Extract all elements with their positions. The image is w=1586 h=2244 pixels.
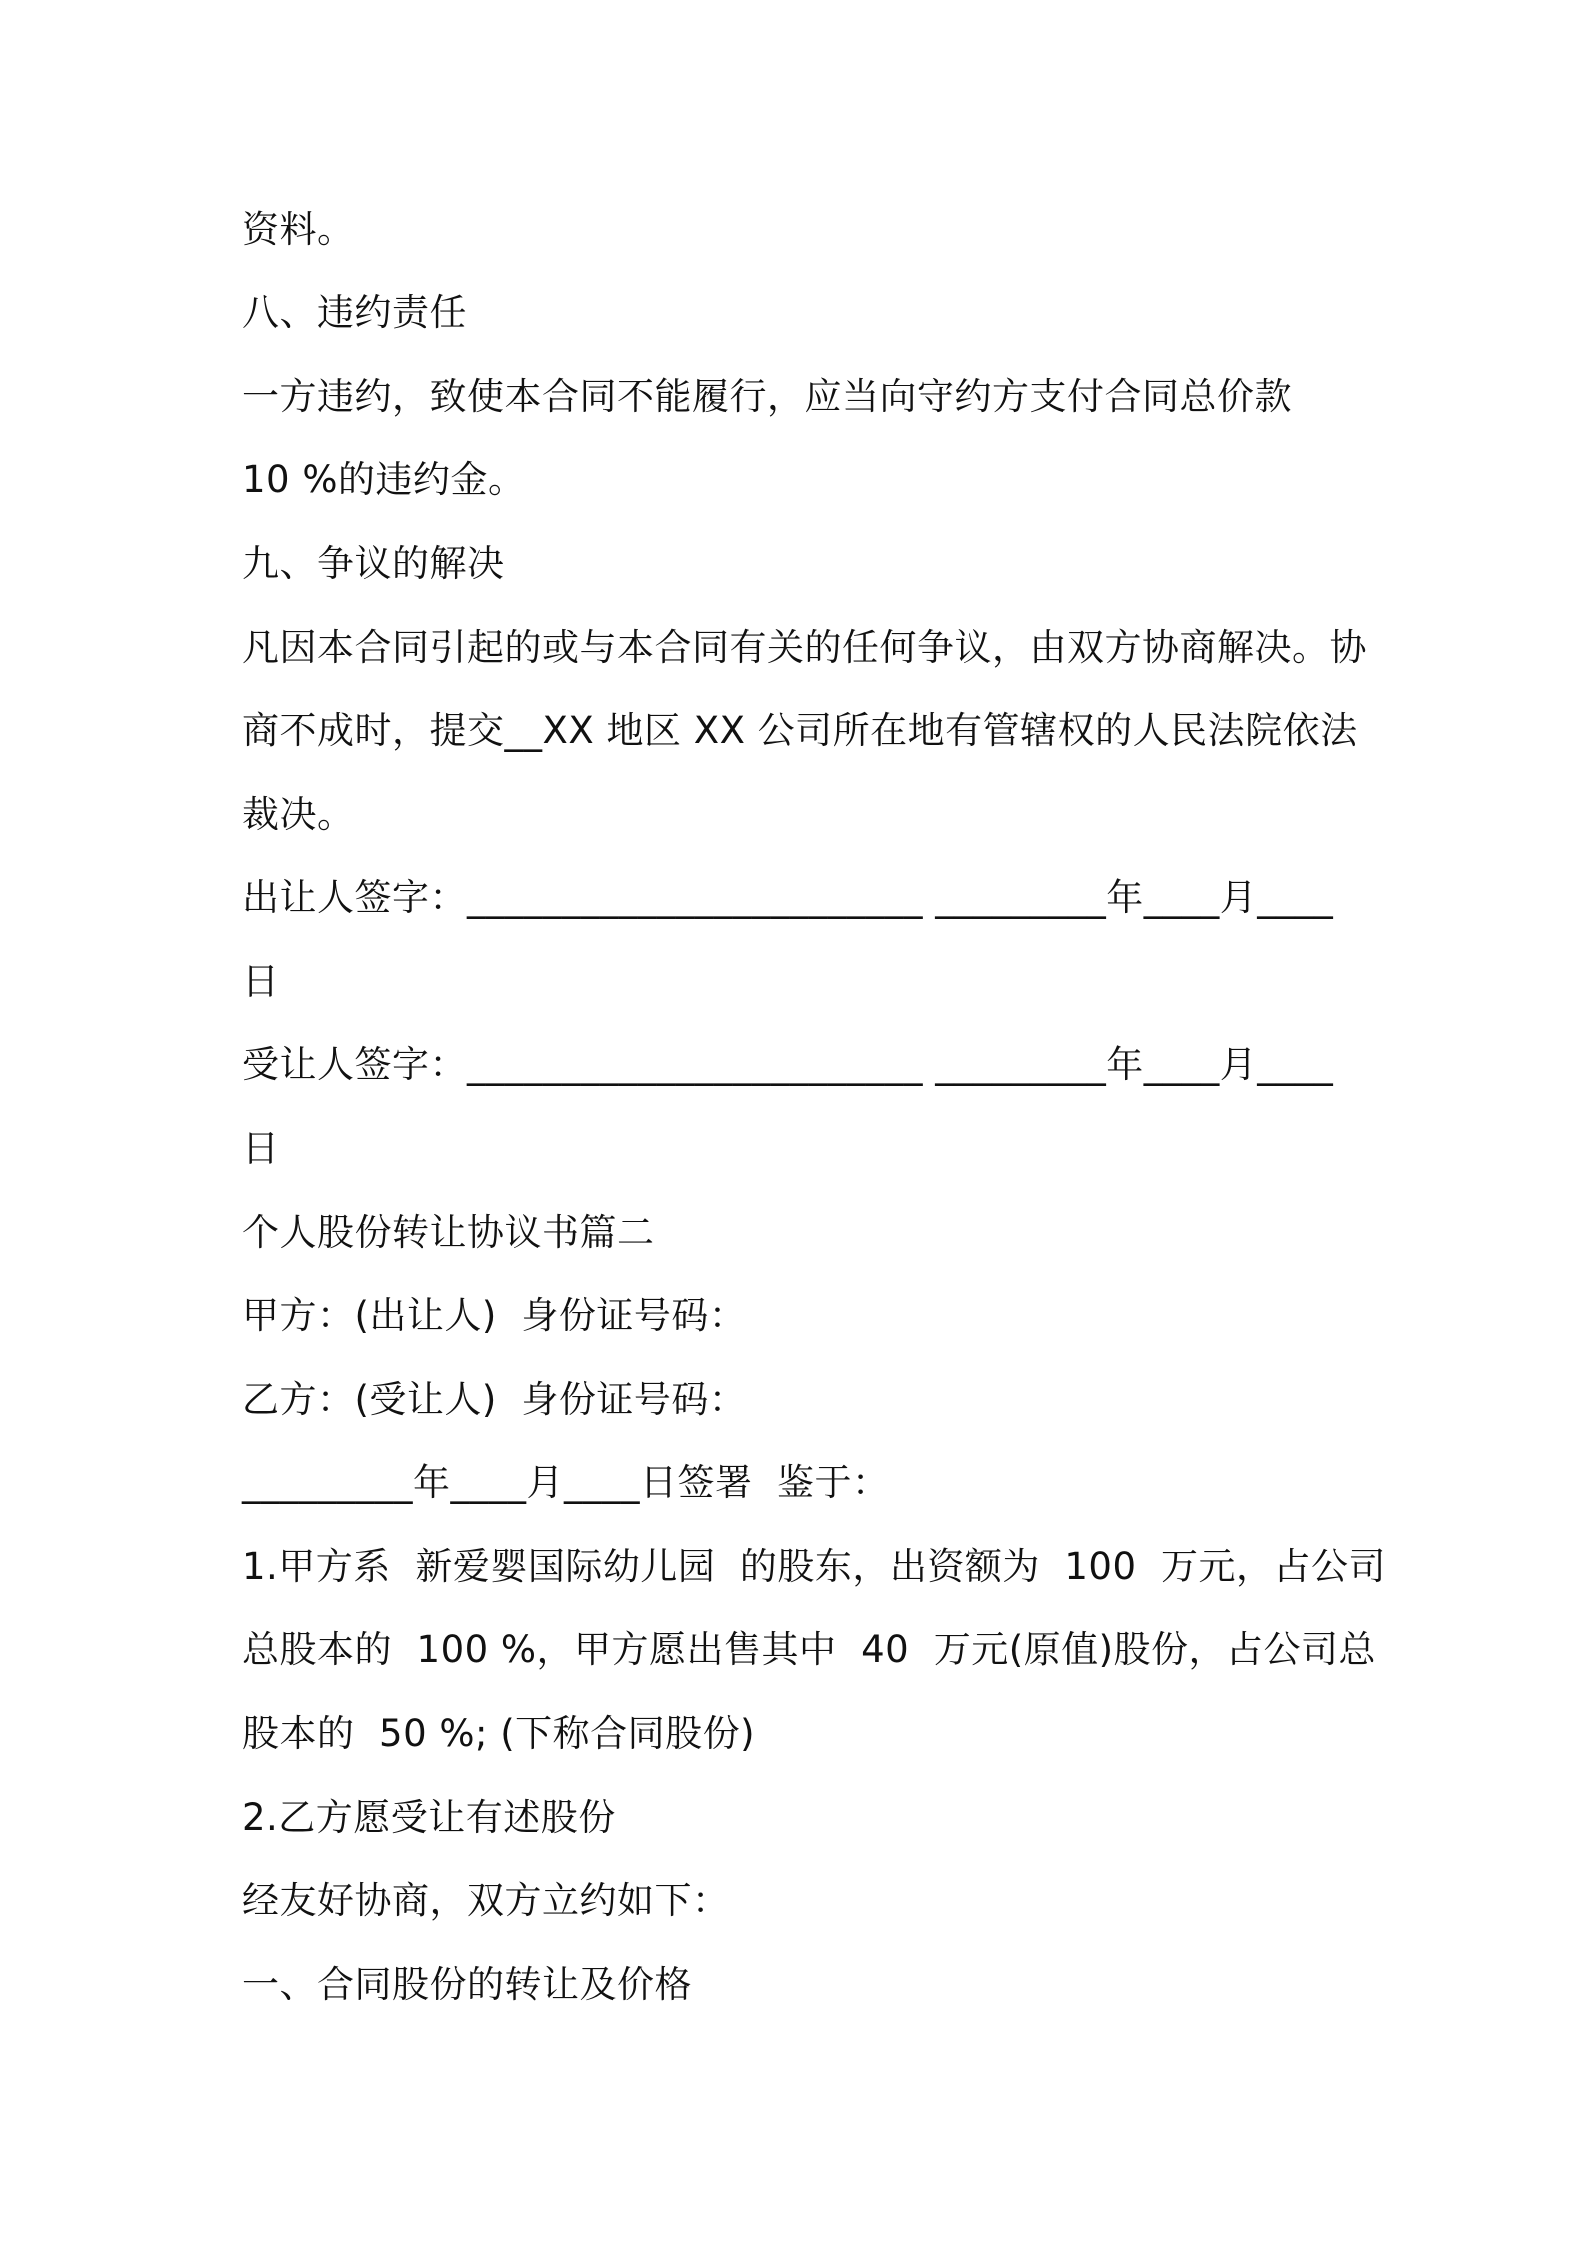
- text-line: 股本的 50 %; (下称合同股份): [242, 1712, 756, 1755]
- text-line: 10 %的违约金。: [242, 458, 526, 501]
- document-subtitle: 个人股份转让协议书篇二: [242, 1211, 655, 1254]
- section-heading-dispute-resolution: 九、争议的解决: [242, 542, 505, 585]
- transferor-signature-line: 出让人签字：________________________ _________年____月____: [242, 876, 1334, 919]
- text-line: 日: [242, 960, 280, 1003]
- section-heading-share-transfer: 一、合同股份的转让及价格: [242, 1963, 692, 2006]
- text-line: 凡因本合同引起的或与本合同有关的任何争议，由双方协商解决。协: [242, 626, 1367, 669]
- text-line: 经友好协商，双方立约如下：: [242, 1879, 730, 1922]
- party-b-line: 乙方：(受让人) 身份证号码：: [242, 1378, 747, 1421]
- section-heading-breach-liability: 八、违约责任: [242, 291, 467, 334]
- party-a-line: 甲方：(出让人) 身份证号码：: [242, 1294, 747, 1337]
- text-line: 总股本的 100 %，甲方愿出售其中 40 万元(原值)股份，占公司总: [242, 1628, 1377, 1671]
- text-line: 裁决。: [242, 793, 355, 836]
- signing-date-line: _________年____月____日签署 鉴于：: [242, 1461, 890, 1504]
- text-line: 一方违约，致使本合同不能履行，应当向守约方支付合同总价款: [242, 375, 1292, 418]
- transferee-signature-line: 受让人签字：________________________ _________年____月____: [242, 1043, 1334, 1086]
- text-line: 1.甲方系 新爱婴国际幼儿园 的股东，出资额为 100 万元，占公司: [242, 1545, 1387, 1588]
- text-line: 资料。: [242, 208, 355, 251]
- text-line: 2.乙方愿受让有述股份: [242, 1796, 616, 1839]
- text-line: 商不成时，提交__XX 地区 XX 公司所在地有管辖权的人民法院依法: [242, 709, 1358, 752]
- text-line: 日: [242, 1127, 280, 1170]
